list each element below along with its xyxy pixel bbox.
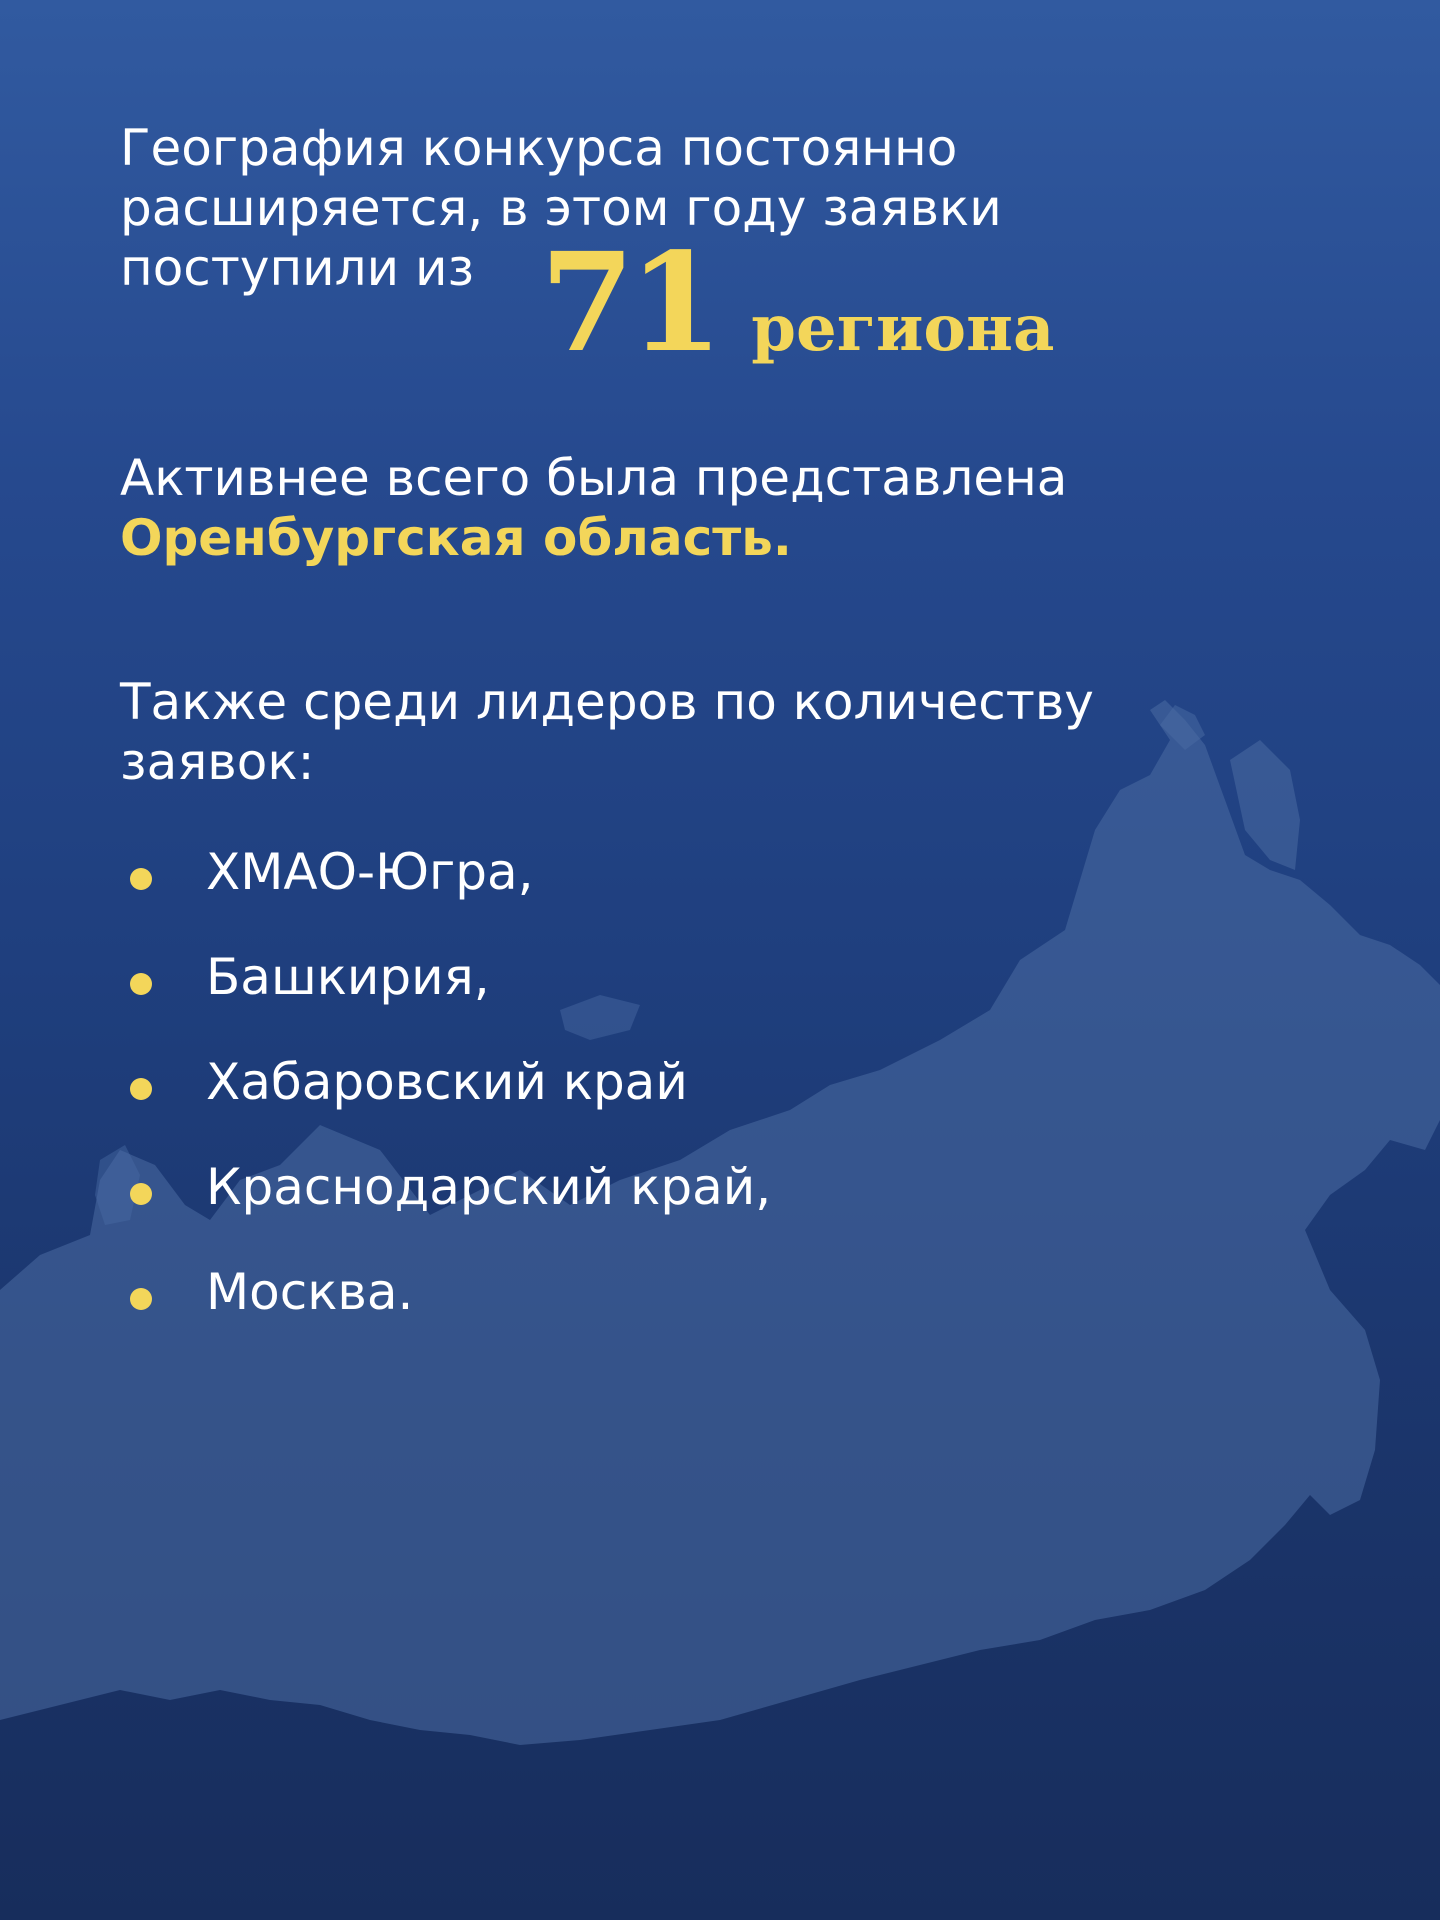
intro-line-1: География конкурса постоянно xyxy=(120,119,958,177)
list-item-label: Москва. xyxy=(206,1263,414,1321)
list-item-label: Хабаровский край xyxy=(206,1053,688,1111)
bullet-icon xyxy=(130,973,152,995)
bullet-icon xyxy=(130,1288,152,1310)
region-count-number: 71 xyxy=(540,223,718,383)
region-count xyxy=(540,223,1055,383)
bullet-icon xyxy=(130,1078,152,1100)
list-item-label: Башкирия, xyxy=(206,948,490,1006)
intro-line-3: поступили из xyxy=(120,239,475,297)
region-count-unit: региона xyxy=(751,291,1055,366)
leaders-line-2: заявок: xyxy=(120,733,315,791)
leaders-line-1: Также среди лидеров по количеству xyxy=(120,673,1094,731)
highlight-paragraph xyxy=(120,448,1067,568)
map-island-arctic xyxy=(560,995,640,1040)
list-item-label: ХМАО-Югра, xyxy=(206,843,534,901)
list-item-label: Краснодарский край, xyxy=(206,1158,772,1216)
leaders-paragraph xyxy=(120,672,1094,792)
intro-line-2: расширяется, в этом году заявки xyxy=(120,179,1002,237)
bullet-icon xyxy=(130,868,152,890)
bullet-icon xyxy=(130,1183,152,1205)
highlight-region: Оренбургская область. xyxy=(120,509,792,567)
highlight-text: Активнее всего была представлена xyxy=(120,449,1068,507)
